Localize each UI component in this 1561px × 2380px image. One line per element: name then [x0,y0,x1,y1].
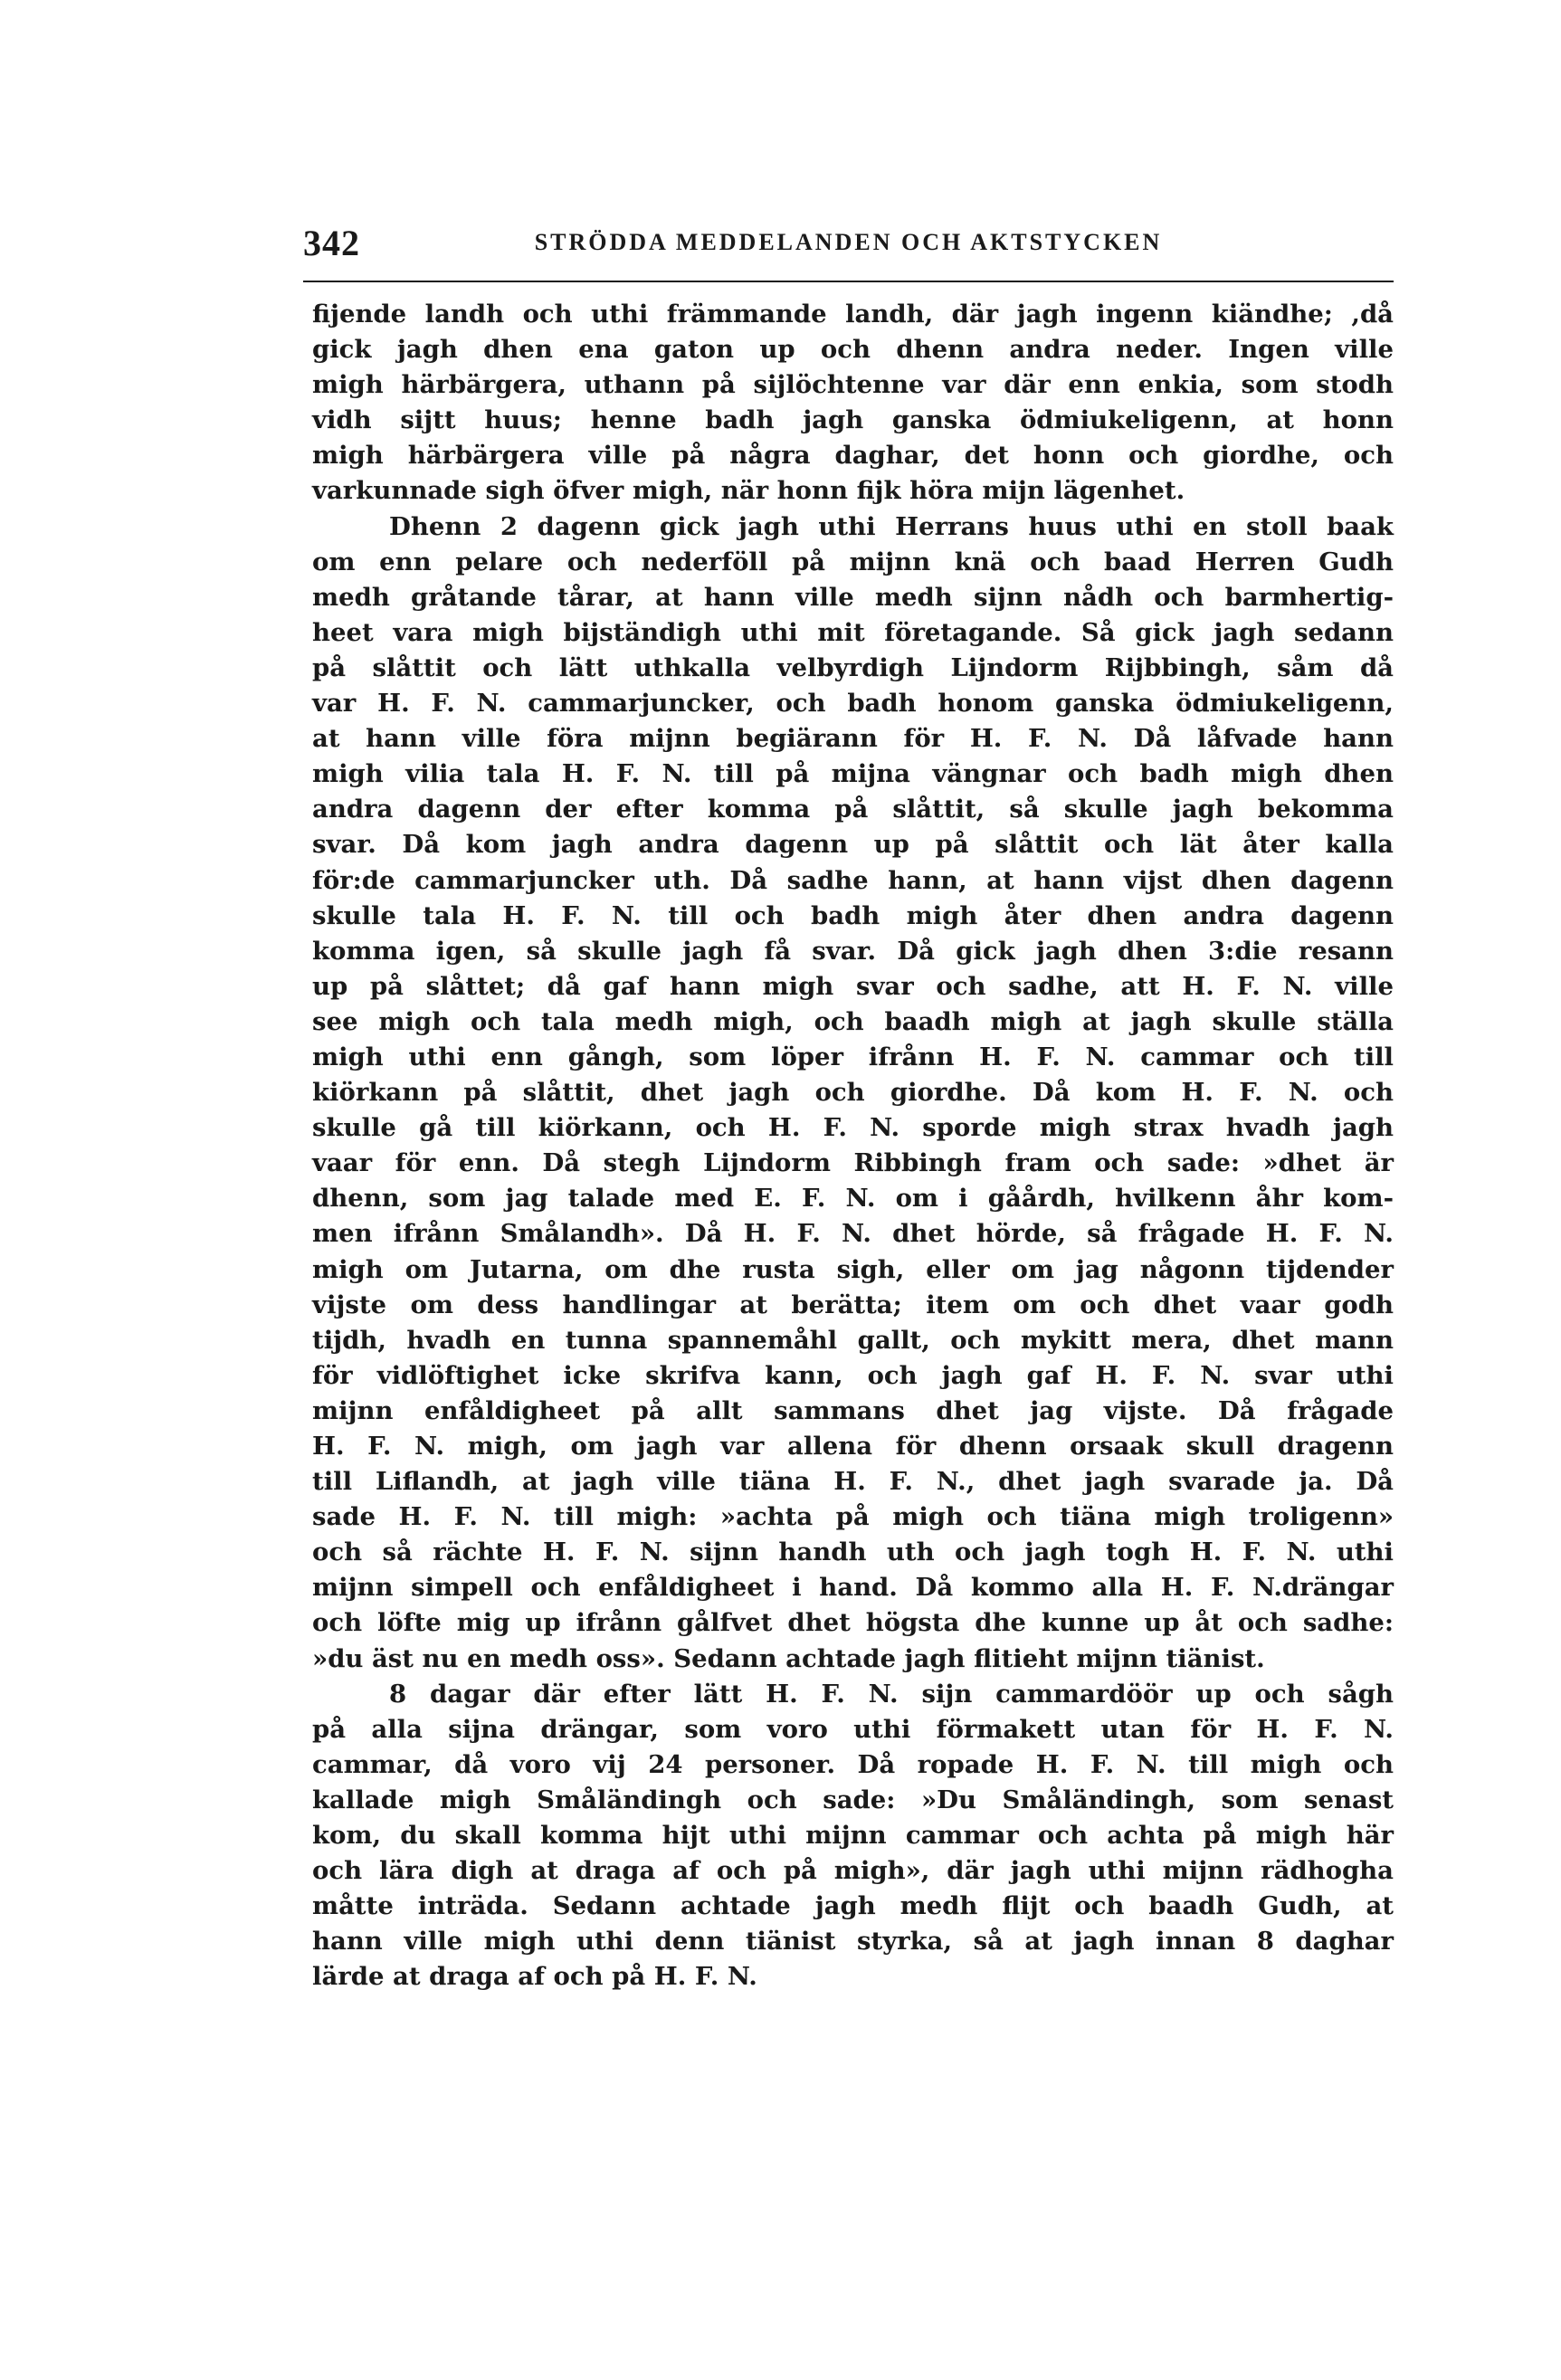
text-line: svar. Då kom jagh andra dagenn up på slåttit och lät åter kalla [312,830,1394,860]
text-line: Dhenn 2 dagenn gick jagh uthi Herrans huus uthi en stoll baak [389,511,1394,541]
text-line: mijnn enfåldigheet på allt sammans dhet jag vijste. Då frågade [312,1395,1394,1425]
text-line: cammar, då voro vij 24 personer. Då ropade H. F. N. till migh och [312,1749,1394,1779]
text-line: kiörkann på slåttit, dhet jagh och giordhe. Då kom H. F. N. och [312,1078,1394,1108]
text-line: och så rächte H. F. N. sijnn handh uth och jagh togh H. F. N. uthi [312,1537,1394,1567]
text-line: gick jagh dhen ena gaton up och dhenn andra neder. Ingen ville [312,335,1394,365]
text-line: see migh och tala medh migh, och baadh migh at jagh skulle ställa [312,1006,1394,1036]
text-line: dhenn, som jag talade med E. F. N. om i gåårdh, hvilkenn åhr kom- [312,1184,1394,1214]
text-line: migh härbärgera ville på några daghar, det honn och giordhe, och [312,441,1394,471]
text-line: varkunnade sigh öfver migh, när honn fijk höra mijn lägenhet. [312,476,1185,506]
text-line: och lära digh at draga af och på migh», där jagh uthi mijnn rädhogha [312,1856,1394,1886]
header-rule [303,281,1394,282]
text-line: 8 dagar där efter lätt H. F. N. sijn cammardöör up och sågh [389,1679,1394,1709]
text-line: vijste om dess handlingar at berätta; item om och dhet vaar godh [312,1290,1394,1319]
text-line: medh gråtande tårar, at hann ville medh sijnn nådh och barmhertig- [312,582,1394,612]
text-line: migh härbärgera, uthann på sijlöchtenne var där enn enkia, som stodh [312,370,1394,400]
text-line: hann ville migh uthi denn tiänist styrka, så at jagh innan 8 daghar [312,1927,1394,1956]
text-line: vaar för enn. Då stegh Lijndorm Ribbingh fram och sade: »dhet är [312,1148,1394,1178]
text-line: kom, du skall komma hijt uthi mijnn cammar och achta på migh här [312,1821,1394,1851]
text-line: heet vara migh bijständigh uthi mit företagande. Så gick jagh sedann [312,617,1394,647]
text-line: mijnn simpell och enfåldigheet i hand. Då kommo alla H. F. N.drängar [312,1573,1394,1603]
text-line: måtte inträda. Sedann achtade jagh medh flijt och baadh Gudh, at [312,1891,1394,1921]
text-line: sade H. F. N. till migh: »achta på migh och tiäna migh troligenn» [312,1502,1394,1532]
text-line: migh vilia tala H. F. N. till på mijna vängnar och badh migh dhen [312,759,1394,789]
text-line: migh om Jutarna, om dhe rusta sigh, eller om jag någonn tijdender [312,1254,1394,1284]
text-line: kallade migh Småländingh och sade: »Du Småländingh, som senast [312,1785,1394,1814]
text-line: vidh sijtt huus; henne badh jagh ganska ödmiukeligenn, at honn [312,405,1394,435]
text-line: lärde at draga af och på H. F. N. [312,1962,757,1992]
page-header [303,222,1394,267]
text-line: tijdh, hvadh en tunna spannemåhl gallt, och mykitt mera, dhet mann [312,1325,1394,1355]
text-line: för vidlöftighet icke skrifva kann, och jagh gaf H. F. N. svar uthi [312,1360,1394,1390]
text-line: och löfte mig up ifrånn gålfvet dhet högsta dhe kunne up åt och sadhe: [312,1608,1394,1638]
page-number: 342 [303,223,360,263]
text-line: H. F. N. migh, om jagh var allena för dhenn orsaak skull dragenn [312,1432,1394,1461]
text-line: skulle gå till kiörkann, och H. F. N. sporde migh strax hvadh jagh [312,1113,1394,1143]
text-line: för:de cammarjuncker uth. Då sadhe hann, at hann vijst dhen dagenn [312,865,1394,895]
text-line: om enn pelare och nederföll på mijnn knä och baad Herren Gudh [312,547,1394,576]
text-line: fijende landh och uthi främmande landh, där jagh ingenn kiändhe; ,då [312,300,1394,328]
text-line: migh uthi enn gångh, som löper ifrånn H. F. N. cammar och till [312,1042,1394,1071]
running-head: STRÖDDA MEDDELANDEN OCH AKTSTYCKEN [534,229,1163,255]
body-text [312,297,1394,1995]
text-line: up på slåttet; då gaf hann migh svar och sadhe, att H. F. N. ville [312,971,1394,1001]
text-line: men ifrånn Smålandh». Då H. F. N. dhet hörde, så frågade H. F. N. [312,1219,1394,1249]
text-line: skulle tala H. F. N. till och badh migh åter dhen andra dagenn [312,900,1394,930]
text-line: var H. F. N. cammarjuncker, och badh honom ganska ödmiukeligenn, [312,689,1394,719]
text-line: till Liflandh, at jagh ville tiäna H. F. N., dhet jagh svarade ja. Då [312,1467,1394,1497]
text-line: på slåttit och lätt uthkalla velbyrdigh Lijndorm Rijbbingh, såm då [312,652,1394,682]
text-line: at hann ville föra mijnn begiärann för H. F. N. Då låfvade hann [312,724,1394,754]
text-line: andra dagenn der efter komma på slåttit, så skulle jagh bekomma [312,795,1394,824]
text-line: »du äst nu en medh oss». Sedann achtade jagh flitieht mijnn tiänist. [312,1643,1265,1673]
text-line: komma igen, så skulle jagh få svar. Då gick jagh dhen 3:die resann [312,936,1394,966]
text-line: på alla sijna drängar, som voro uthi förmakett utan för H. F. N. [312,1714,1394,1744]
